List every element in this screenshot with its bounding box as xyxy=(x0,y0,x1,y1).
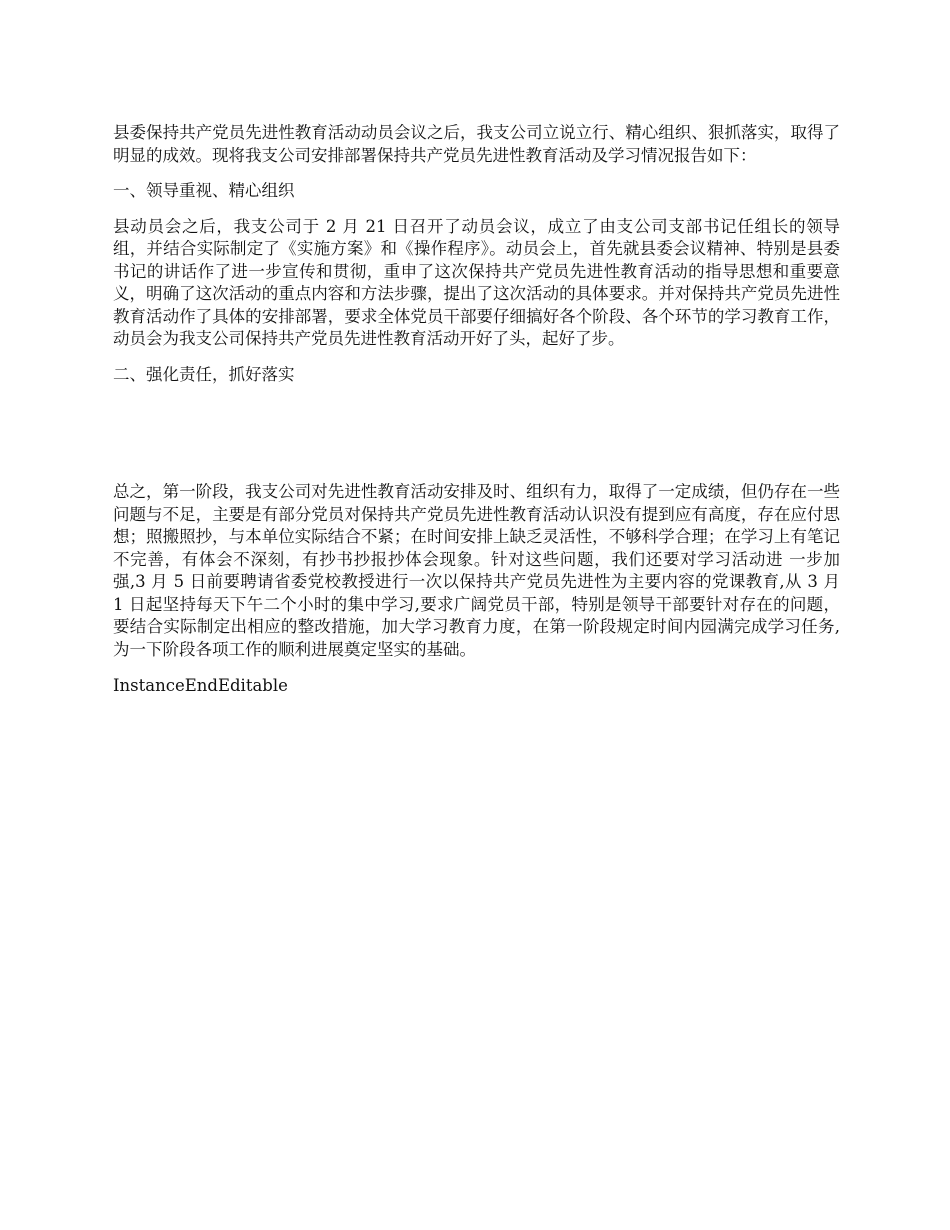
section-2-heading: 二、强化责任，抓好落实 xyxy=(113,364,295,384)
template-end-marker: InstanceEndEditable xyxy=(113,676,288,695)
section-1-paragraph: 县动员会之后，我支公司于 2 月 21 日召开了动员会议，成立了由支公司支部书记任组长的领导组，并结合实际制定了《实施方案》和《操作程序》。动员会上，首先就县委会议精神、特别是县委书记的讲话作了进一步宣传和贯彻，重申了这次保持共产党员先进性教育活动的指导思想和重要意义，明确了这次活动的重点内容和方法步骤，提出了这次活动的具体要求。并对保持共产党员先进性教育活动作了具体的安排部署，要求全体党员干部要仔细搞好各个阶段、各个环节的学习教育工作，动员会为我支公司保持共产党员先进性教育活动开好了头，起好了步。 xyxy=(113,216,840,348)
section-1-heading: 一、领导重视、精心组织 xyxy=(113,181,295,200)
empty-section-space xyxy=(113,399,840,481)
document-body xyxy=(113,122,840,698)
intro-paragraph: 县委保持共产党员先进性教育活动动员会议之后，我支公司立说立行、精心组织、狠抓落实，取得了明显的成效。现将我支公司安排部署保持共产党员先进性教育活动及学习情况报告如下： xyxy=(113,123,840,165)
conclusion-paragraph: 总之，第一阶段，我支公司对先进性教育活动安排及时、组织有力，取得了一定成绩，但仍存在一些问题与不足，主要是有部分党员对保持共产党员先进性教育活动认识没有提到应有高度，存在应付思想；照搬照抄，与本单位实际结合不紧；在时间安排上缺乏灵活性，不够科学合理；在学习上有笔记不完善，有体会不深刻，有抄书抄报抄体会现象。针对这些问题，我们还要对学习活动进 一步加强,3 月 5 日前要聘请省委党校教授进行一次以保持共产党员先进性为主要内容的党课教育,从 3 月 1 日起坚持每天下午二个小时的集中学习,要求广阔党员干部，特别是领导干部要针对存在的问题，要结合实际制定出相应的整改措施，加大学习教育力度，在第一阶段规定时间内园满完成学习任务,为一下阶段各项工作的顺利进展奠定坚实的基础。 xyxy=(113,482,840,659)
